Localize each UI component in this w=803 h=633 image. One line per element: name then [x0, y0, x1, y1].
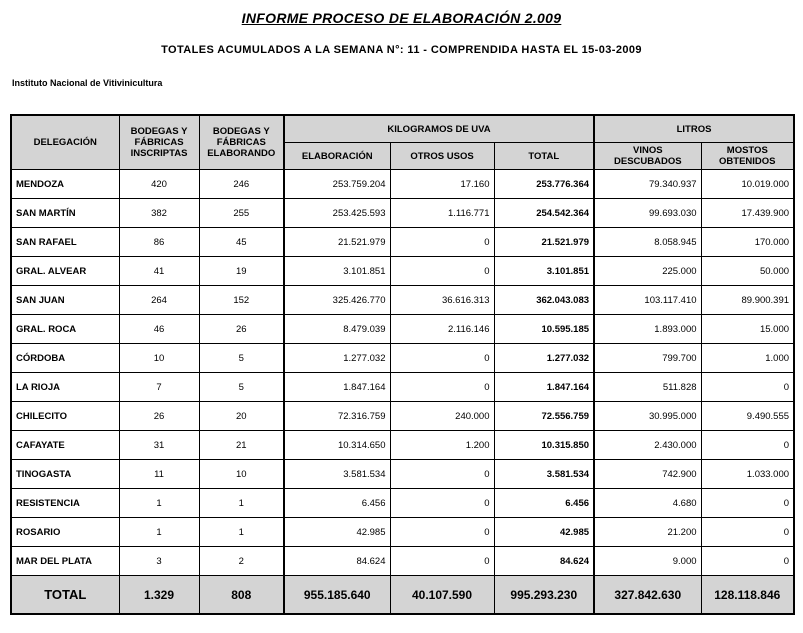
cell-inscriptas: 41 — [119, 257, 199, 286]
header-total: TOTAL — [494, 143, 594, 170]
cell-vinos: 742.900 — [594, 460, 701, 489]
cell-otros-usos: 0 — [390, 344, 494, 373]
cell-mostos: 50.000 — [701, 257, 794, 286]
header-elaboracion: ELABORACIÓN — [284, 143, 390, 170]
table-body — [11, 170, 794, 576]
cell-otros-usos: 0 — [390, 257, 494, 286]
totals-otros: 40.107.590 — [390, 576, 494, 615]
table-row — [11, 547, 794, 576]
cell-mostos: 89.900.391 — [701, 286, 794, 315]
cell-elaborando: 2 — [199, 547, 284, 576]
cell-mostos: 0 — [701, 489, 794, 518]
cell-vinos: 1.893.000 — [594, 315, 701, 344]
cell-vinos: 99.693.030 — [594, 199, 701, 228]
table-row — [11, 518, 794, 547]
cell-delegacion: MAR DEL PLATA — [11, 547, 119, 576]
cell-elaborando: 1 — [199, 489, 284, 518]
cell-total: 254.542.364 — [494, 199, 594, 228]
cell-mostos: 170.000 — [701, 228, 794, 257]
cell-elaborando: 19 — [199, 257, 284, 286]
report-title: INFORME PROCESO DE ELABORACIÓN 2.009 — [241, 10, 562, 26]
cell-otros-usos: 36.616.313 — [390, 286, 494, 315]
cell-elaboracion: 42.985 — [284, 518, 390, 547]
cell-delegacion: GRAL. ROCA — [11, 315, 119, 344]
table-row — [11, 460, 794, 489]
totals-elaborando: 808 — [199, 576, 284, 615]
cell-delegacion: MENDOZA — [11, 170, 119, 199]
cell-total: 72.556.759 — [494, 402, 594, 431]
header-kilogramos: KILOGRAMOS DE UVA — [284, 115, 594, 143]
totals-vinos: 327.842.630 — [594, 576, 701, 615]
cell-otros-usos: 0 — [390, 373, 494, 402]
cell-delegacion: SAN RAFAEL — [11, 228, 119, 257]
cell-inscriptas: 3 — [119, 547, 199, 576]
cell-elaborando: 255 — [199, 199, 284, 228]
cell-otros-usos: 2.116.146 — [390, 315, 494, 344]
cell-vinos: 4.680 — [594, 489, 701, 518]
cell-elaborando: 20 — [199, 402, 284, 431]
cell-total: 10.595.185 — [494, 315, 594, 344]
header-otros-usos: OTROS USOS — [390, 143, 494, 170]
cell-inscriptas: 264 — [119, 286, 199, 315]
cell-mostos: 17.439.900 — [701, 199, 794, 228]
header-litros: LITROS — [594, 115, 794, 143]
table-row — [11, 402, 794, 431]
cell-mostos: 0 — [701, 431, 794, 460]
cell-delegacion: CHILECITO — [11, 402, 119, 431]
cell-elaborando: 45 — [199, 228, 284, 257]
cell-vinos: 79.340.937 — [594, 170, 701, 199]
cell-vinos: 225.000 — [594, 257, 701, 286]
cell-vinos: 21.200 — [594, 518, 701, 547]
cell-elaboracion: 8.479.039 — [284, 315, 390, 344]
cell-total: 1.277.032 — [494, 344, 594, 373]
cell-total: 10.315.850 — [494, 431, 594, 460]
cell-delegacion: LA RIOJA — [11, 373, 119, 402]
table-row — [11, 286, 794, 315]
table-header — [11, 115, 794, 170]
cell-elaboracion: 1.277.032 — [284, 344, 390, 373]
cell-elaboracion: 6.456 — [284, 489, 390, 518]
table-row — [11, 489, 794, 518]
cell-vinos: 30.995.000 — [594, 402, 701, 431]
cell-delegacion: ROSARIO — [11, 518, 119, 547]
cell-vinos: 9.000 — [594, 547, 701, 576]
cell-otros-usos: 0 — [390, 228, 494, 257]
totals-mostos: 128.118.846 — [701, 576, 794, 615]
cell-elaborando: 5 — [199, 344, 284, 373]
totals-inscriptas: 1.329 — [119, 576, 199, 615]
header-bodegas-inscriptas: BODEGAS Y FÁBRICAS INSCRIPTAS — [119, 115, 199, 170]
cell-inscriptas: 11 — [119, 460, 199, 489]
institute-name: Instituto Nacional de Vitivinicultura — [12, 78, 163, 88]
cell-elaborando: 10 — [199, 460, 284, 489]
cell-elaboracion: 10.314.650 — [284, 431, 390, 460]
cell-inscriptas: 7 — [119, 373, 199, 402]
cell-inscriptas: 1 — [119, 518, 199, 547]
cell-elaboracion: 21.521.979 — [284, 228, 390, 257]
cell-elaboracion: 3.101.851 — [284, 257, 390, 286]
cell-vinos: 8.058.945 — [594, 228, 701, 257]
cell-otros-usos: 0 — [390, 489, 494, 518]
cell-mostos: 1.033.000 — [701, 460, 794, 489]
cell-elaborando: 152 — [199, 286, 284, 315]
cell-delegacion: SAN MARTÍN — [11, 199, 119, 228]
totals-elaboracion: 955.185.640 — [284, 576, 390, 615]
cell-mostos: 15.000 — [701, 315, 794, 344]
cell-elaboracion: 84.624 — [284, 547, 390, 576]
cell-total: 21.521.979 — [494, 228, 594, 257]
table-row — [11, 373, 794, 402]
cell-inscriptas: 31 — [119, 431, 199, 460]
cell-mostos: 10.019.000 — [701, 170, 794, 199]
cell-elaboracion: 325.426.770 — [284, 286, 390, 315]
cell-elaboracion: 253.759.204 — [284, 170, 390, 199]
cell-inscriptas: 26 — [119, 402, 199, 431]
cell-elaborando: 5 — [199, 373, 284, 402]
cell-otros-usos: 0 — [390, 547, 494, 576]
cell-elaborando: 1 — [199, 518, 284, 547]
cell-otros-usos: 0 — [390, 518, 494, 547]
cell-delegacion: CÓRDOBA — [11, 344, 119, 373]
table-row — [11, 228, 794, 257]
cell-otros-usos: 1.200 — [390, 431, 494, 460]
cell-delegacion: GRAL. ALVEAR — [11, 257, 119, 286]
cell-otros-usos: 240.000 — [390, 402, 494, 431]
cell-inscriptas: 420 — [119, 170, 199, 199]
cell-elaborando: 26 — [199, 315, 284, 344]
cell-otros-usos: 0 — [390, 460, 494, 489]
cell-vinos: 799.700 — [594, 344, 701, 373]
cell-elaboracion: 3.581.534 — [284, 460, 390, 489]
cell-vinos: 511.828 — [594, 373, 701, 402]
cell-total: 42.985 — [494, 518, 594, 547]
cell-elaborando: 21 — [199, 431, 284, 460]
cell-delegacion: RESISTENCIA — [11, 489, 119, 518]
cell-mostos: 0 — [701, 547, 794, 576]
cell-elaboracion: 253.425.593 — [284, 199, 390, 228]
cell-inscriptas: 46 — [119, 315, 199, 344]
cell-total: 1.847.164 — [494, 373, 594, 402]
table-row — [11, 199, 794, 228]
cell-inscriptas: 1 — [119, 489, 199, 518]
cell-mostos: 0 — [701, 373, 794, 402]
cell-total: 253.776.364 — [494, 170, 594, 199]
cell-inscriptas: 382 — [119, 199, 199, 228]
table-row — [11, 257, 794, 286]
totals-row — [11, 576, 794, 615]
cell-otros-usos: 17.160 — [390, 170, 494, 199]
cell-total: 3.581.534 — [494, 460, 594, 489]
cell-vinos: 2.430.000 — [594, 431, 701, 460]
header-vinos: VINOS DESCUBADOS — [594, 143, 701, 170]
cell-total: 362.043.083 — [494, 286, 594, 315]
cell-total: 3.101.851 — [494, 257, 594, 286]
cell-mostos: 9.490.555 — [701, 402, 794, 431]
cell-otros-usos: 1.116.771 — [390, 199, 494, 228]
cell-inscriptas: 10 — [119, 344, 199, 373]
header-mostos: MOSTOS OBTENIDOS — [701, 143, 794, 170]
cell-mostos: 1.000 — [701, 344, 794, 373]
cell-mostos: 0 — [701, 518, 794, 547]
totals-total: 995.293.230 — [494, 576, 594, 615]
cell-delegacion: CAFAYATE — [11, 431, 119, 460]
cell-delegacion: TINOGASTA — [11, 460, 119, 489]
cell-elaboracion: 72.316.759 — [284, 402, 390, 431]
cell-inscriptas: 86 — [119, 228, 199, 257]
cell-total: 6.456 — [494, 489, 594, 518]
table-row — [11, 344, 794, 373]
table-row — [11, 315, 794, 344]
header-delegacion: DELEGACIÓN — [11, 115, 119, 170]
cell-delegacion: SAN JUAN — [11, 286, 119, 315]
cell-total: 84.624 — [494, 547, 594, 576]
cell-elaboracion: 1.847.164 — [284, 373, 390, 402]
table-row — [11, 431, 794, 460]
report-table — [10, 114, 795, 615]
report-subtitle: TOTALES ACUMULADOS A LA SEMANA N°: 11 - COMPRENDIDA HASTA EL 15-03-2009 — [161, 44, 642, 56]
cell-vinos: 103.117.410 — [594, 286, 701, 315]
header-bodegas-elaborando: BODEGAS Y FÁBRICAS ELABORANDO — [199, 115, 284, 170]
table-row — [11, 170, 794, 199]
totals-label: TOTAL — [11, 576, 119, 615]
cell-elaborando: 246 — [199, 170, 284, 199]
